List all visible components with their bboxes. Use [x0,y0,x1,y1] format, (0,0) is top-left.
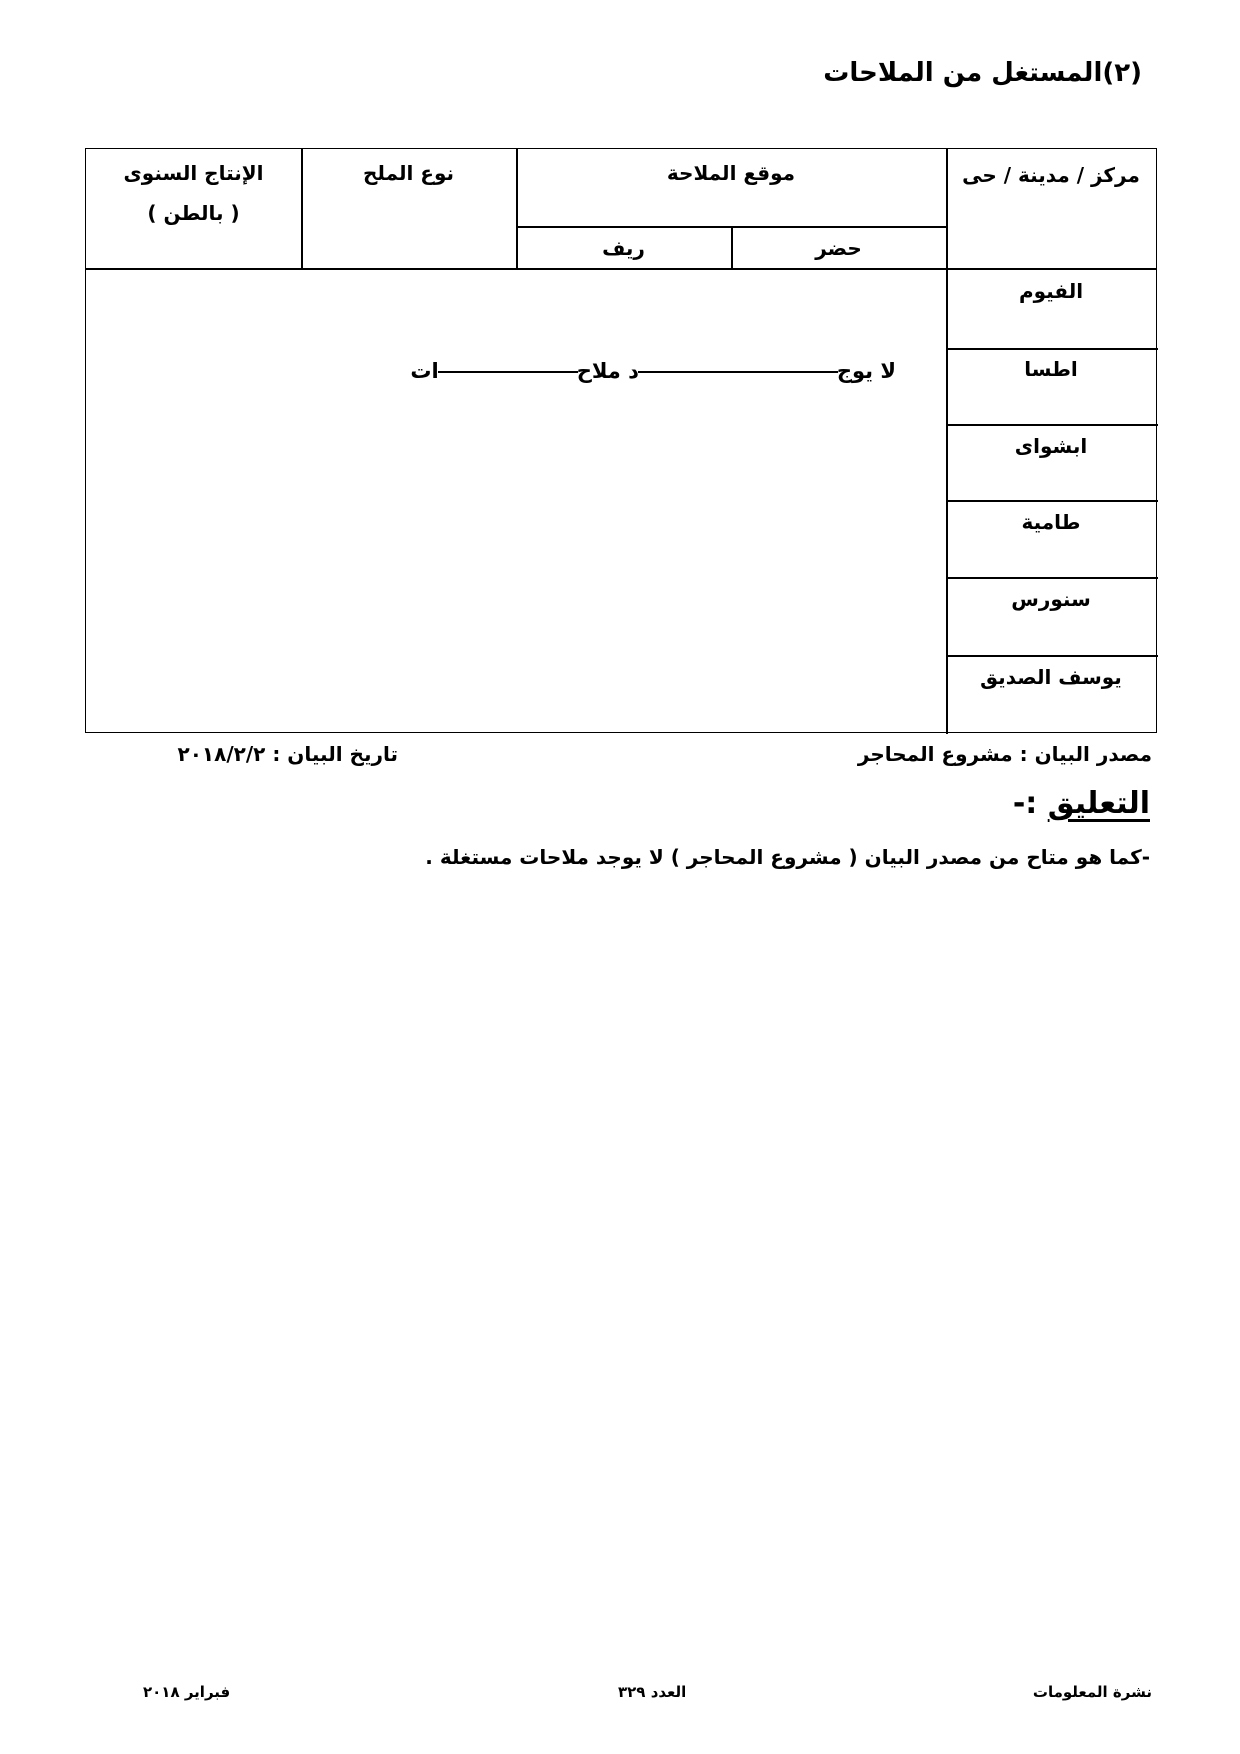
table-divider [946,348,1158,350]
table-divider [86,268,1156,270]
page-title: (٢)المستغل من الملاحات [823,58,1142,88]
footer-issue: العدد ٣٢٩ [618,1683,687,1701]
data-source: مصدر البيان : مشروع المحاجر [857,742,1152,766]
table-divider [946,577,1158,579]
row-name: يوسف الصديق [980,665,1122,689]
row-name: الفيوم [1018,279,1084,303]
table-divider [946,655,1158,657]
comment-text: -كما هو متاح من مصدر البيان ( مشروع المحاجر ) لا يوجد ملاحات مستغلة . [425,845,1150,869]
comment-heading [1013,786,1150,821]
row-name: اطسا [1024,357,1078,381]
no-salt-part: ات [410,359,439,383]
row-name: سنورس [1011,587,1091,611]
table-divider [946,424,1158,426]
salt-works-table [85,148,1157,733]
header-annual-production: الإنتاج السنوى [123,161,264,185]
header-urban: حضر [815,236,862,260]
row-name: طامية [1021,510,1081,534]
header-center: مركز / مدينة / حى [962,163,1140,187]
no-salt-part: د ملاح [576,359,639,383]
header-rural: ريف [602,236,645,260]
header-salt-type: نوع الملح [362,161,455,185]
footer-publication: نشرة المعلومات [1032,1683,1152,1701]
tatweel-line [438,371,578,373]
table-divider [516,226,946,228]
no-salt-works-text [306,359,896,383]
footer-date: فبراير ٢٠١٨ [143,1683,231,1701]
no-salt-part: لا يوج [836,359,896,383]
header-location: موقع الملاحة [666,161,796,185]
header-unit: ( بالطن ) [147,201,240,225]
tatweel-line [638,371,838,373]
row-name: ابشواى [1014,434,1088,458]
comment-heading-suffix: :- [1012,786,1048,821]
table-divider [946,500,1158,502]
data-date: تاريخ البيان : ٢٠١٨/٢/٢ [177,742,398,766]
comment-heading-label: التعليق [1047,786,1150,821]
